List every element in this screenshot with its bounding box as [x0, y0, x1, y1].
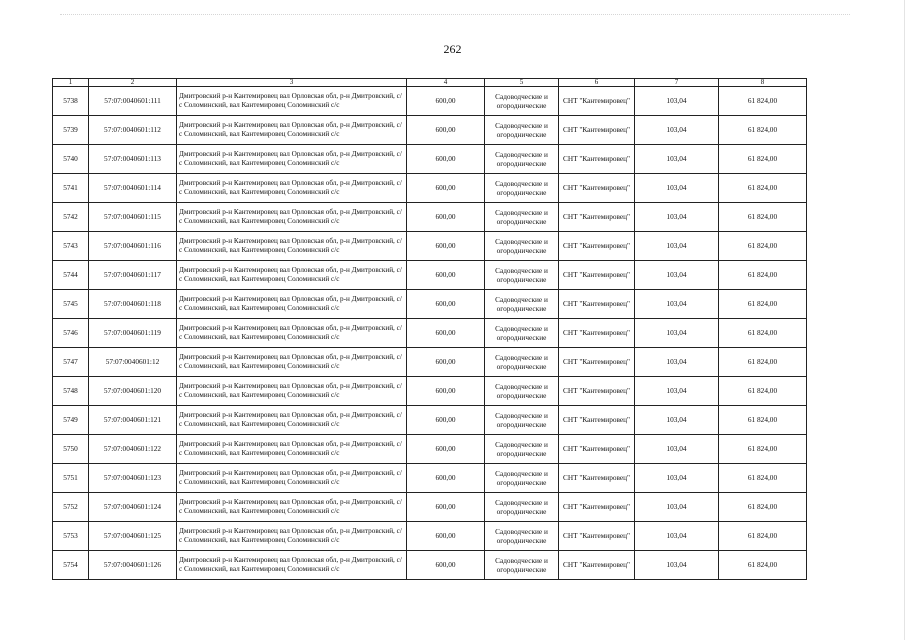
owner-cell: СНТ "Кантемировец" [559, 261, 635, 290]
cadastral-number-cell: 57:07:0040601:114 [89, 174, 177, 203]
cadastral-value-cell: 61 824,00 [719, 406, 807, 435]
row-number-cell: 5741 [53, 174, 89, 203]
column-header: 7 [635, 79, 719, 87]
land-use-cell: Садоводческие и огороднические [485, 435, 559, 464]
row-number-cell: 5745 [53, 290, 89, 319]
cadastral-number-cell: 57:07:0040601:121 [89, 406, 177, 435]
address-cell: Дмитровский р-н Кантемировец вал Орловская обл, р-н Дмитровский, с/с Соломинский, вал Кантемировец Соломинский с/с [177, 290, 407, 319]
address-cell: Дмитровский р-н Кантемировец вал Орловская обл, р-н Дмитровский, с/с Соломинский, вал Кантемировец Соломинский с/с [177, 203, 407, 232]
specific-value-cell: 103,04 [635, 116, 719, 145]
owner-cell: СНТ "Кантемировец" [559, 319, 635, 348]
row-number-cell: 5743 [53, 232, 89, 261]
cadastral-value-cell: 61 824,00 [719, 493, 807, 522]
cadastral-number-cell: 57:07:0040601:116 [89, 232, 177, 261]
land-use-cell: Садоводческие и огороднические [485, 551, 559, 580]
row-number-cell: 5739 [53, 116, 89, 145]
cadastral-value-cell: 61 824,00 [719, 232, 807, 261]
owner-cell: СНТ "Кантемировец" [559, 116, 635, 145]
row-number-cell: 5740 [53, 145, 89, 174]
address-cell: Дмитровский р-н Кантемировец вал Орловская обл, р-н Дмитровский, с/с Соломинский, вал Кантемировец Соломинский с/с [177, 348, 407, 377]
cadastral-value-cell: 61 824,00 [719, 261, 807, 290]
area-cell: 600,00 [407, 522, 485, 551]
area-cell: 600,00 [407, 174, 485, 203]
address-cell: Дмитровский р-н Кантемировец вал Орловская обл, р-н Дмитровский, с/с Соломинский, вал Кантемировец Соломинский с/с [177, 435, 407, 464]
land-use-cell: Садоводческие и огороднические [485, 232, 559, 261]
address-cell: Дмитровский р-н Кантемировец вал Орловская обл, р-н Дмитровский, с/с Соломинский, вал Кантемировец Соломинский с/с [177, 319, 407, 348]
row-number-cell: 5747 [53, 348, 89, 377]
table-header-row [53, 79, 807, 87]
owner-cell: СНТ "Кантемировец" [559, 203, 635, 232]
table-row [53, 406, 807, 435]
area-cell: 600,00 [407, 435, 485, 464]
specific-value-cell: 103,04 [635, 232, 719, 261]
table-row [53, 261, 807, 290]
area-cell: 600,00 [407, 116, 485, 145]
address-cell: Дмитровский р-н Кантемировец вал Орловская обл, р-н Дмитровский, с/с Соломинский, вал Кантемировец Соломинский с/с [177, 464, 407, 493]
table-row [53, 203, 807, 232]
specific-value-cell: 103,04 [635, 435, 719, 464]
owner-cell: СНТ "Кантемировец" [559, 348, 635, 377]
row-number-cell: 5752 [53, 493, 89, 522]
column-header: 2 [89, 79, 177, 87]
land-use-cell: Садоводческие и огороднические [485, 87, 559, 116]
table-row [53, 319, 807, 348]
column-header: 5 [485, 79, 559, 87]
row-number-cell: 5748 [53, 377, 89, 406]
specific-value-cell: 103,04 [635, 203, 719, 232]
row-number-cell: 5751 [53, 464, 89, 493]
cadastral-number-cell: 57:07:0040601:122 [89, 435, 177, 464]
row-number-cell: 5744 [53, 261, 89, 290]
land-use-cell: Садоводческие и огороднические [485, 145, 559, 174]
owner-cell: СНТ "Кантемировец" [559, 435, 635, 464]
owner-cell: СНТ "Кантемировец" [559, 232, 635, 261]
cadastral-number-cell: 57:07:0040601:125 [89, 522, 177, 551]
column-header: 1 [53, 79, 89, 87]
area-cell: 600,00 [407, 145, 485, 174]
area-cell: 600,00 [407, 348, 485, 377]
row-number-cell: 5738 [53, 87, 89, 116]
cadastral-value-cell: 61 824,00 [719, 116, 807, 145]
row-number-cell: 5750 [53, 435, 89, 464]
specific-value-cell: 103,04 [635, 261, 719, 290]
cadastral-value-cell: 61 824,00 [719, 551, 807, 580]
cadastral-value-cell: 61 824,00 [719, 203, 807, 232]
owner-cell: СНТ "Кантемировец" [559, 377, 635, 406]
specific-value-cell: 103,04 [635, 522, 719, 551]
address-cell: Дмитровский р-н Кантемировец вал Орловская обл, р-н Дмитровский, с/с Соломинский, вал Кантемировец Соломинский с/с [177, 232, 407, 261]
area-cell: 600,00 [407, 232, 485, 261]
registry-table [52, 78, 807, 580]
cadastral-value-cell: 61 824,00 [719, 522, 807, 551]
owner-cell: СНТ "Кантемировец" [559, 493, 635, 522]
row-number-cell: 5742 [53, 203, 89, 232]
table-row [53, 116, 807, 145]
area-cell: 600,00 [407, 464, 485, 493]
land-use-cell: Садоводческие и огороднические [485, 116, 559, 145]
cadastral-number-cell: 57:07:0040601:126 [89, 551, 177, 580]
scan-artifact-line [60, 14, 850, 19]
table-row [53, 377, 807, 406]
land-use-cell: Садоводческие и огороднические [485, 348, 559, 377]
owner-cell: СНТ "Кантемировец" [559, 87, 635, 116]
specific-value-cell: 103,04 [635, 145, 719, 174]
address-cell: Дмитровский р-н Кантемировец вал Орловская обл, р-н Дмитровский, с/с Соломинский, вал Кантемировец Соломинский с/с [177, 522, 407, 551]
specific-value-cell: 103,04 [635, 377, 719, 406]
cadastral-number-cell: 57:07:0040601:113 [89, 145, 177, 174]
owner-cell: СНТ "Кантемировец" [559, 551, 635, 580]
land-use-cell: Садоводческие и огороднические [485, 261, 559, 290]
area-cell: 600,00 [407, 551, 485, 580]
specific-value-cell: 103,04 [635, 493, 719, 522]
address-cell: Дмитровский р-н Кантемировец вал Орловская обл, р-н Дмитровский, с/с Соломинский, вал Кантемировец Соломинский с/с [177, 261, 407, 290]
row-number-cell: 5753 [53, 522, 89, 551]
cadastral-number-cell: 57:07:0040601:119 [89, 319, 177, 348]
land-use-cell: Садоводческие и огороднические [485, 522, 559, 551]
land-use-cell: Садоводческие и огороднические [485, 377, 559, 406]
owner-cell: СНТ "Кантемировец" [559, 290, 635, 319]
cadastral-value-cell: 61 824,00 [719, 319, 807, 348]
cadastral-number-cell: 57:07:0040601:111 [89, 87, 177, 116]
land-use-cell: Садоводческие и огороднические [485, 406, 559, 435]
cadastral-value-cell: 61 824,00 [719, 377, 807, 406]
area-cell: 600,00 [407, 319, 485, 348]
table-row [53, 348, 807, 377]
owner-cell: СНТ "Кантемировец" [559, 522, 635, 551]
land-use-cell: Садоводческие и огороднические [485, 464, 559, 493]
address-cell: Дмитровский р-н Кантемировец вал Орловская обл, р-н Дмитровский, с/с Соломинский, вал Кантемировец Соломинский с/с [177, 116, 407, 145]
table-row [53, 493, 807, 522]
cadastral-number-cell: 57:07:0040601:12 [89, 348, 177, 377]
cadastral-number-cell: 57:07:0040601:117 [89, 261, 177, 290]
cadastral-value-cell: 61 824,00 [719, 435, 807, 464]
cadastral-number-cell: 57:07:0040601:112 [89, 116, 177, 145]
specific-value-cell: 103,04 [635, 174, 719, 203]
specific-value-cell: 103,04 [635, 464, 719, 493]
area-cell: 600,00 [407, 406, 485, 435]
area-cell: 600,00 [407, 377, 485, 406]
address-cell: Дмитровский р-н Кантемировец вал Орловская обл, р-н Дмитровский, с/с Соломинский, вал Кантемировец Соломинский с/с [177, 551, 407, 580]
table-row [53, 232, 807, 261]
table-row [53, 464, 807, 493]
land-use-cell: Садоводческие и огороднические [485, 493, 559, 522]
cadastral-value-cell: 61 824,00 [719, 464, 807, 493]
specific-value-cell: 103,04 [635, 87, 719, 116]
specific-value-cell: 103,04 [635, 406, 719, 435]
area-cell: 600,00 [407, 87, 485, 116]
address-cell: Дмитровский р-н Кантемировец вал Орловская обл, р-н Дмитровский, с/с Соломинский, вал Кантемировец Соломинский с/с [177, 493, 407, 522]
area-cell: 600,00 [407, 493, 485, 522]
table-row [53, 551, 807, 580]
address-cell: Дмитровский р-н Кантемировец вал Орловская обл, р-н Дмитровский, с/с Соломинский, вал Кантемировец Соломинский с/с [177, 406, 407, 435]
owner-cell: СНТ "Кантемировец" [559, 145, 635, 174]
column-header: 8 [719, 79, 807, 87]
land-use-cell: Садоводческие и огороднические [485, 174, 559, 203]
cadastral-number-cell: 57:07:0040601:115 [89, 203, 177, 232]
column-header: 4 [407, 79, 485, 87]
land-use-cell: Садоводческие и огороднические [485, 290, 559, 319]
address-cell: Дмитровский р-н Кантемировец вал Орловская обл, р-н Дмитровский, с/с Соломинский, вал Кантемировец Соломинский с/с [177, 377, 407, 406]
specific-value-cell: 103,04 [635, 319, 719, 348]
table-row [53, 174, 807, 203]
cadastral-value-cell: 61 824,00 [719, 348, 807, 377]
area-cell: 600,00 [407, 203, 485, 232]
table-row [53, 290, 807, 319]
address-cell: Дмитровский р-н Кантемировец вал Орловская обл, р-н Дмитровский, с/с Соломинский, вал Кантемировец Соломинский с/с [177, 87, 407, 116]
specific-value-cell: 103,04 [635, 290, 719, 319]
cadastral-value-cell: 61 824,00 [719, 290, 807, 319]
table-row [53, 522, 807, 551]
address-cell: Дмитровский р-н Кантемировец вал Орловская обл, р-н Дмитровский, с/с Соломинский, вал Кантемировец Соломинский с/с [177, 145, 407, 174]
row-number-cell: 5746 [53, 319, 89, 348]
column-header: 6 [559, 79, 635, 87]
owner-cell: СНТ "Кантемировец" [559, 406, 635, 435]
area-cell: 600,00 [407, 290, 485, 319]
row-number-cell: 5754 [53, 551, 89, 580]
cadastral-number-cell: 57:07:0040601:124 [89, 493, 177, 522]
table-row [53, 145, 807, 174]
page-number: 262 [443, 42, 462, 56]
address-cell: Дмитровский р-н Кантемировец вал Орловская обл, р-н Дмитровский, с/с Соломинский, вал Кантемировец Соломинский с/с [177, 174, 407, 203]
cadastral-value-cell: 61 824,00 [719, 174, 807, 203]
cadastral-value-cell: 61 824,00 [719, 87, 807, 116]
row-number-cell: 5749 [53, 406, 89, 435]
cadastral-number-cell: 57:07:0040601:120 [89, 377, 177, 406]
table-row [53, 435, 807, 464]
table-row [53, 87, 807, 116]
owner-cell: СНТ "Кантемировец" [559, 174, 635, 203]
owner-cell: СНТ "Кантемировец" [559, 464, 635, 493]
specific-value-cell: 103,04 [635, 551, 719, 580]
cadastral-number-cell: 57:07:0040601:123 [89, 464, 177, 493]
column-header: 3 [177, 79, 407, 87]
cadastral-number-cell: 57:07:0040601:118 [89, 290, 177, 319]
specific-value-cell: 103,04 [635, 348, 719, 377]
cadastral-value-cell: 61 824,00 [719, 145, 807, 174]
land-use-cell: Садоводческие и огороднические [485, 319, 559, 348]
land-use-cell: Садоводческие и огороднические [485, 203, 559, 232]
area-cell: 600,00 [407, 261, 485, 290]
